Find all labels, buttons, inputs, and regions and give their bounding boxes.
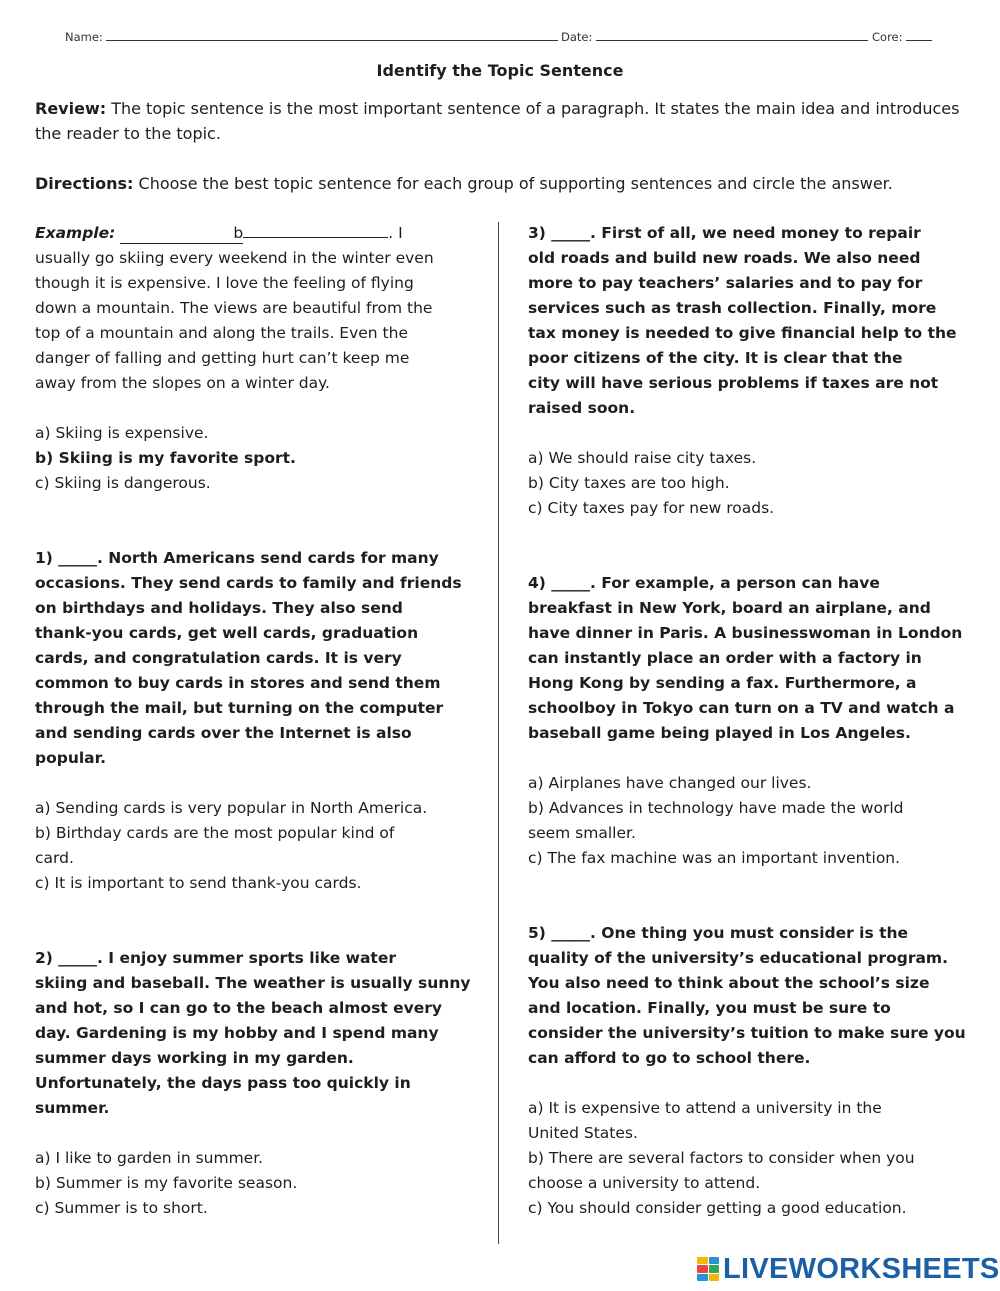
q1-option-b[interactable]: b) Birthday cards are the most popular kind of xyxy=(35,824,395,842)
q3-line: city will have serious problems if taxes are not xyxy=(528,374,939,392)
review-text: The topic sentence is the most important sentence of a paragraph. It states the main idea and introduces the reader to the topic. xyxy=(35,99,960,143)
q2-line: day. Gardening is my hobby and I spend many xyxy=(35,1024,439,1042)
q1-line: and sending cards over the Internet is also xyxy=(35,724,412,742)
q3-option-c[interactable]: c) City taxes pay for new roads. xyxy=(528,499,775,517)
q5-line: can afford to go to school there. xyxy=(528,1049,811,1067)
q4-option-c[interactable]: c) The fax machine was an important invention. xyxy=(528,849,901,867)
question-5 xyxy=(528,921,968,1221)
q4-option-b[interactable]: b) Advances in technology have made the world xyxy=(528,799,904,817)
q2-line: summer. xyxy=(35,1099,110,1117)
q1-line: cards, and congratulation cards. It is very xyxy=(35,649,402,667)
example-blank-left xyxy=(120,223,243,244)
example-option-b: b) Skiing is my favorite sport. xyxy=(35,449,296,467)
q2-option-a[interactable]: a) I like to garden in summer. xyxy=(35,1149,264,1167)
q2-line: and hot, so I can go to the beach almost every xyxy=(35,999,442,1017)
date-label: Date: xyxy=(561,30,593,44)
q1-line: thank-you cards, get well cards, graduation xyxy=(35,624,419,642)
q3-line: old roads and build new roads. We also need xyxy=(528,249,921,267)
logo-text: LIVEWORKSHEETS xyxy=(723,1252,1000,1285)
q2-line: summer days working in my garden. xyxy=(35,1049,354,1067)
q4-line: can instantly place an order with a factory in xyxy=(528,649,922,667)
example-option-c: c) Skiing is dangerous. xyxy=(35,474,211,492)
q2-line: skiing and baseball. The weather is usually sunny xyxy=(35,974,471,992)
q4-line: Hong Kong by sending a fax. Furthermore, a xyxy=(528,674,917,692)
date-field xyxy=(561,30,868,44)
directions-paragraph xyxy=(35,171,970,196)
liveworksheets-logo[interactable] xyxy=(697,1254,1000,1284)
example-line: though it is expensive. I love the feeling of flying xyxy=(35,274,414,292)
liveworksheets-mark-icon xyxy=(697,1257,719,1281)
example-line: top of a mountain and along the trails. Even the xyxy=(35,324,408,342)
example-line: usually go skiing every weekend in the winter even xyxy=(35,249,434,267)
q3-line: 3) _____. First of all, we need money to repair xyxy=(528,224,921,242)
q4-line: have dinner in Paris. A businesswoman in London xyxy=(528,624,963,642)
question-2 xyxy=(35,946,480,1221)
question-3 xyxy=(528,221,968,521)
core-label: Core: xyxy=(872,30,903,44)
name-line[interactable] xyxy=(106,40,558,41)
left-column xyxy=(35,221,480,1221)
q4-line: 4) _____. For example, a person can have xyxy=(528,574,880,592)
date-line[interactable] xyxy=(596,40,868,41)
q5-option-b[interactable]: b) There are several factors to consider when you xyxy=(528,1149,915,1167)
example-line1-tail: . I xyxy=(388,224,403,242)
q4-line: breakfast in New York, board an airplane, and xyxy=(528,599,931,617)
column-divider xyxy=(498,222,499,1244)
q2-line: 2) _____. I enjoy summer sports like water xyxy=(35,949,397,967)
directions-text: Choose the best topic sentence for each group of supporting sentences and circle the answer. xyxy=(133,174,893,193)
core-field xyxy=(872,30,932,44)
example-line: danger of falling and getting hurt can’t keep me xyxy=(35,349,410,367)
name-label: Name: xyxy=(65,30,103,44)
q3-line: poor citizens of the city. It is clear that the xyxy=(528,349,903,367)
q5-line: quality of the university’s educational program. xyxy=(528,949,948,967)
example-first-line xyxy=(35,221,480,246)
q5-option-b-cont[interactable]: choose a university to attend. xyxy=(528,1174,761,1192)
q5-option-c[interactable]: c) You should consider getting a good education. xyxy=(528,1199,907,1217)
q3-line: tax money is needed to give financial help to the xyxy=(528,324,957,342)
question-4 xyxy=(528,571,968,871)
q1-line: common to buy cards in stores and send them xyxy=(35,674,441,692)
example-line: down a mountain. The views are beautiful from the xyxy=(35,299,433,317)
q3-option-b[interactable]: b) City taxes are too high. xyxy=(528,474,730,492)
directions-label: Directions: xyxy=(35,174,134,193)
q1-line: 1) _____. North Americans send cards for many xyxy=(35,549,439,567)
question-1 xyxy=(35,546,480,896)
example-blank-right xyxy=(243,237,388,238)
q4-option-b-cont[interactable]: seem smaller. xyxy=(528,824,636,842)
q5-line: 5) _____. One thing you must consider is the xyxy=(528,924,909,942)
q5-line: You also need to think about the school’s size xyxy=(528,974,930,992)
review-paragraph xyxy=(35,96,970,146)
q3-line: more to pay teachers’ salaries and to pay for xyxy=(528,274,923,292)
example-line: away from the slopes on a winter day. xyxy=(35,374,330,392)
q1-option-b-cont[interactable]: card. xyxy=(35,849,74,867)
q1-line: popular. xyxy=(35,749,106,767)
q2-line: Unfortunately, the days pass too quickly in xyxy=(35,1074,411,1092)
q5-line: consider the university’s tuition to make sure you xyxy=(528,1024,966,1042)
q1-line: on birthdays and holidays. They also send xyxy=(35,599,403,617)
example-option-a: a) Skiing is expensive. xyxy=(35,424,209,442)
example-label: Example: xyxy=(35,224,116,242)
review-label: Review: xyxy=(35,99,107,118)
right-column xyxy=(528,221,968,1221)
q3-line: services such as trash collection. Finally, more xyxy=(528,299,937,317)
core-line[interactable] xyxy=(906,40,932,41)
q1-line: occasions. They send cards to family and friends xyxy=(35,574,462,592)
q4-line: baseball game being played in Los Angeles. xyxy=(528,724,911,742)
q3-option-a[interactable]: a) We should raise city taxes. xyxy=(528,449,757,467)
q4-option-a[interactable]: a) Airplanes have changed our lives. xyxy=(528,774,812,792)
q3-line: raised soon. xyxy=(528,399,636,417)
q2-option-b[interactable]: b) Summer is my favorite season. xyxy=(35,1174,298,1192)
example-block xyxy=(35,221,480,496)
q5-option-a-cont[interactable]: United States. xyxy=(528,1124,638,1142)
q4-line: schoolboy in Tokyo can turn on a TV and watch a xyxy=(528,699,955,717)
q5-option-a[interactable]: a) It is expensive to attend a university in the xyxy=(528,1099,882,1117)
example-answer: b xyxy=(233,224,244,242)
q2-option-c[interactable]: c) Summer is to short. xyxy=(35,1199,208,1217)
page-title: Identify the Topic Sentence xyxy=(376,61,624,80)
q5-line: and location. Finally, you must be sure to xyxy=(528,999,891,1017)
name-field xyxy=(65,30,558,44)
q1-option-a[interactable]: a) Sending cards is very popular in North America. xyxy=(35,799,428,817)
q1-line: through the mail, but turning on the computer xyxy=(35,699,444,717)
q1-option-c[interactable]: c) It is important to send thank-you cards. xyxy=(35,874,362,892)
